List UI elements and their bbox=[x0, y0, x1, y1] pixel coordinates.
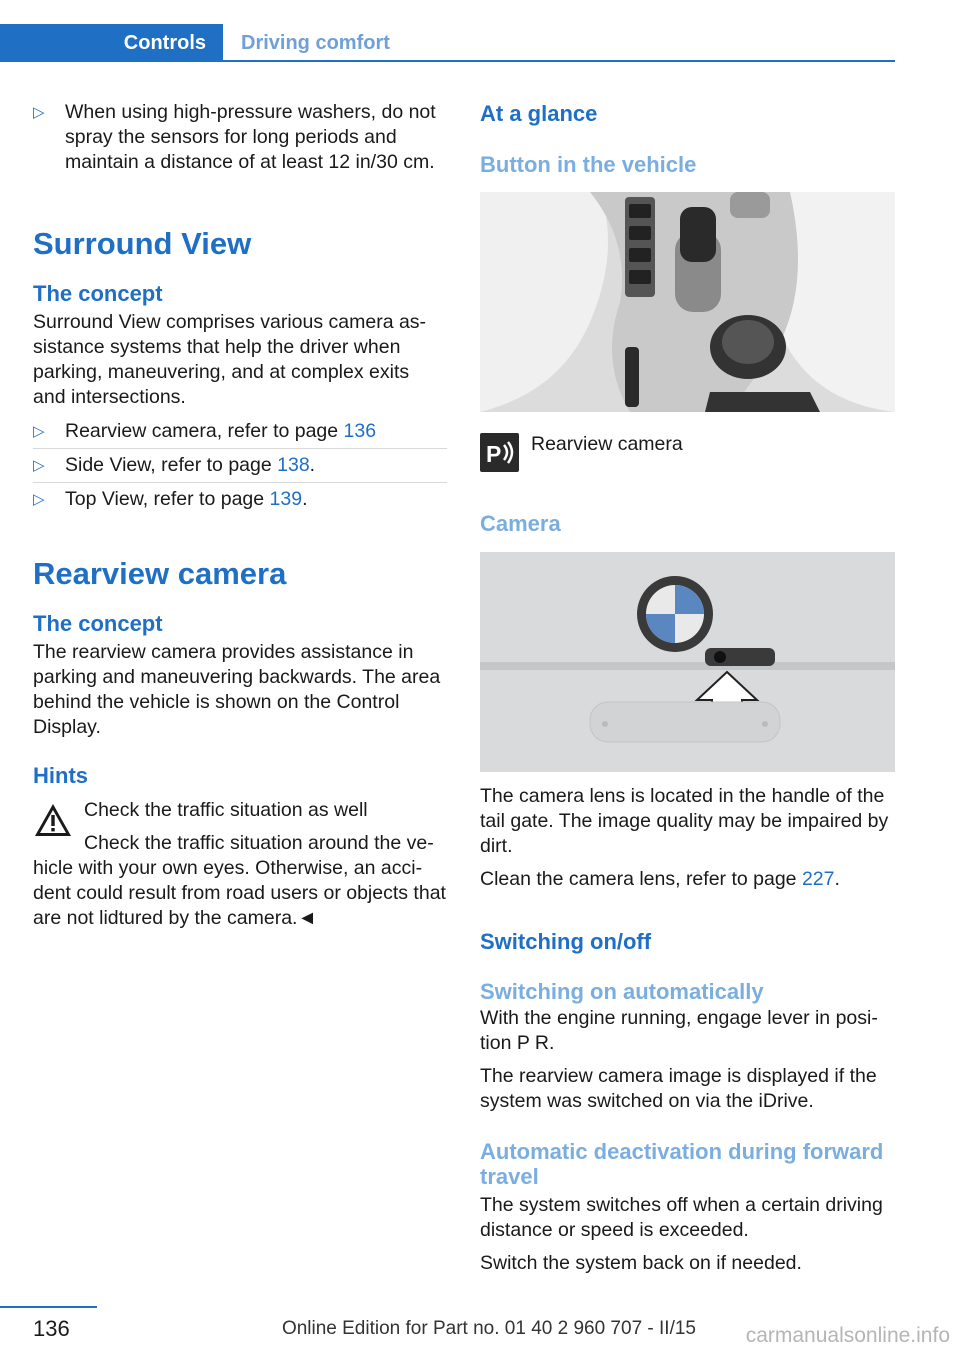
right-column bbox=[480, 100, 895, 1276]
ref-end: . bbox=[302, 488, 308, 510]
warning-text-first-line: Check the traffic situation around the ve- bbox=[84, 832, 434, 854]
bullet-triangle-icon: ▷ bbox=[33, 104, 45, 121]
ref-text: Side View, refer to page bbox=[65, 454, 278, 476]
section-title-at-a-glance: At a glance bbox=[480, 101, 598, 126]
bullet-washer-note bbox=[33, 100, 447, 175]
ref-text: Rearview camera, refer to page bbox=[65, 420, 344, 442]
paragraph-surround-concept: Surround View comprises various camera as-sistance systems that help the driver when parking, maneuvering, and at complex exits and intersections. bbox=[33, 311, 427, 408]
warning-heading: Check the traffic situation as well bbox=[84, 799, 368, 821]
paragraph-switch-back: Switch the system back on if needed. bbox=[480, 1252, 802, 1274]
page-link[interactable]: 227 bbox=[801, 868, 835, 890]
paragraph-camera-location: The camera lens is located in the handle of the tail gate. The image quality may be impaired by dirt. bbox=[480, 785, 889, 857]
paragraph-auto-on: With the engine running, engage lever in posi-tion P R. bbox=[480, 1007, 878, 1054]
tab-driving-comfort[interactable]: Driving comfort bbox=[241, 31, 390, 54]
page-number: 136 bbox=[33, 1316, 70, 1341]
section-title-surround-view: Surround View bbox=[33, 226, 252, 261]
bullet-triangle-icon: ▷ bbox=[33, 423, 45, 440]
paragraph-clean-lens bbox=[480, 867, 895, 892]
header-divider bbox=[0, 60, 895, 62]
warning-block bbox=[33, 798, 447, 856]
page-link[interactable]: 136 bbox=[343, 420, 377, 442]
subheading-camera: Camera bbox=[480, 511, 561, 536]
paragraph-rearview-concept: The rearview camera provides assistance in parking and maneuvering backwards. The area behind the vehicle is shown on the Control Display. bbox=[33, 641, 441, 738]
subheading-button-in-vehicle: Button in the vehicle bbox=[480, 152, 697, 177]
paragraph-auto-on-2: The rearview camera image is displayed if the system was switched on via the iDrive. bbox=[480, 1065, 877, 1112]
subheading-automatic-deactivation: Automatic deactivation during forward travel bbox=[480, 1139, 884, 1189]
page-header bbox=[0, 0, 895, 62]
section-title-rearview-camera: Rearview camera bbox=[33, 556, 287, 591]
center-console-photo bbox=[480, 192, 895, 412]
list-item bbox=[33, 449, 447, 483]
subheading-concept: The concept bbox=[33, 611, 163, 636]
footer-divider bbox=[0, 1306, 97, 1308]
edition-text: Online Edition for Part no. 01 40 2 960 707 - II/15 bbox=[281, 1318, 696, 1339]
subheading-hints: Hints bbox=[33, 763, 88, 788]
list-item bbox=[33, 483, 447, 516]
bullet-text: When using high-pressure washers, do not spray the sensors for long periods and maintain a distance of at least 12 in/30 cm. bbox=[65, 101, 436, 173]
subheading-switching-on-off: Switching on/off bbox=[480, 929, 652, 954]
page-link[interactable]: 138 bbox=[277, 454, 310, 476]
subheading-switching-on-automatically: Switching on automatically bbox=[480, 979, 764, 1004]
watermark: carmanualsonline.info bbox=[745, 1324, 950, 1347]
subheading-concept: The concept bbox=[33, 281, 163, 306]
clean-end: . bbox=[834, 868, 840, 890]
left-column bbox=[33, 100, 447, 931]
button-legend bbox=[480, 433, 895, 472]
svg-text:P: P bbox=[486, 441, 502, 467]
rearview-camera-button-icon bbox=[480, 433, 519, 472]
list-item bbox=[33, 415, 447, 449]
button-legend-label: Rearview camera bbox=[531, 433, 683, 455]
ref-end: . bbox=[309, 454, 316, 476]
ref-text: Top View, refer to page bbox=[65, 488, 270, 510]
warning-text: hicle with your own eyes. Otherwise, an acci-dent could result from road users or objects that are not lidtured by the camera.◄ bbox=[33, 857, 446, 929]
page-link[interactable]: 139 bbox=[269, 488, 303, 510]
bullet-triangle-icon: ▷ bbox=[33, 457, 45, 474]
bullet-triangle-icon: ▷ bbox=[33, 491, 45, 508]
tab-controls[interactable]: Controls bbox=[0, 24, 223, 62]
clean-text: Clean the camera lens, refer to page bbox=[480, 868, 802, 890]
paragraph-auto-off: The system switches off when a certain driving distance or speed is exceeded. bbox=[480, 1194, 883, 1241]
reference-list bbox=[33, 415, 447, 516]
warning-triangle-icon bbox=[33, 801, 73, 839]
tailgate-camera-photo bbox=[480, 552, 895, 772]
